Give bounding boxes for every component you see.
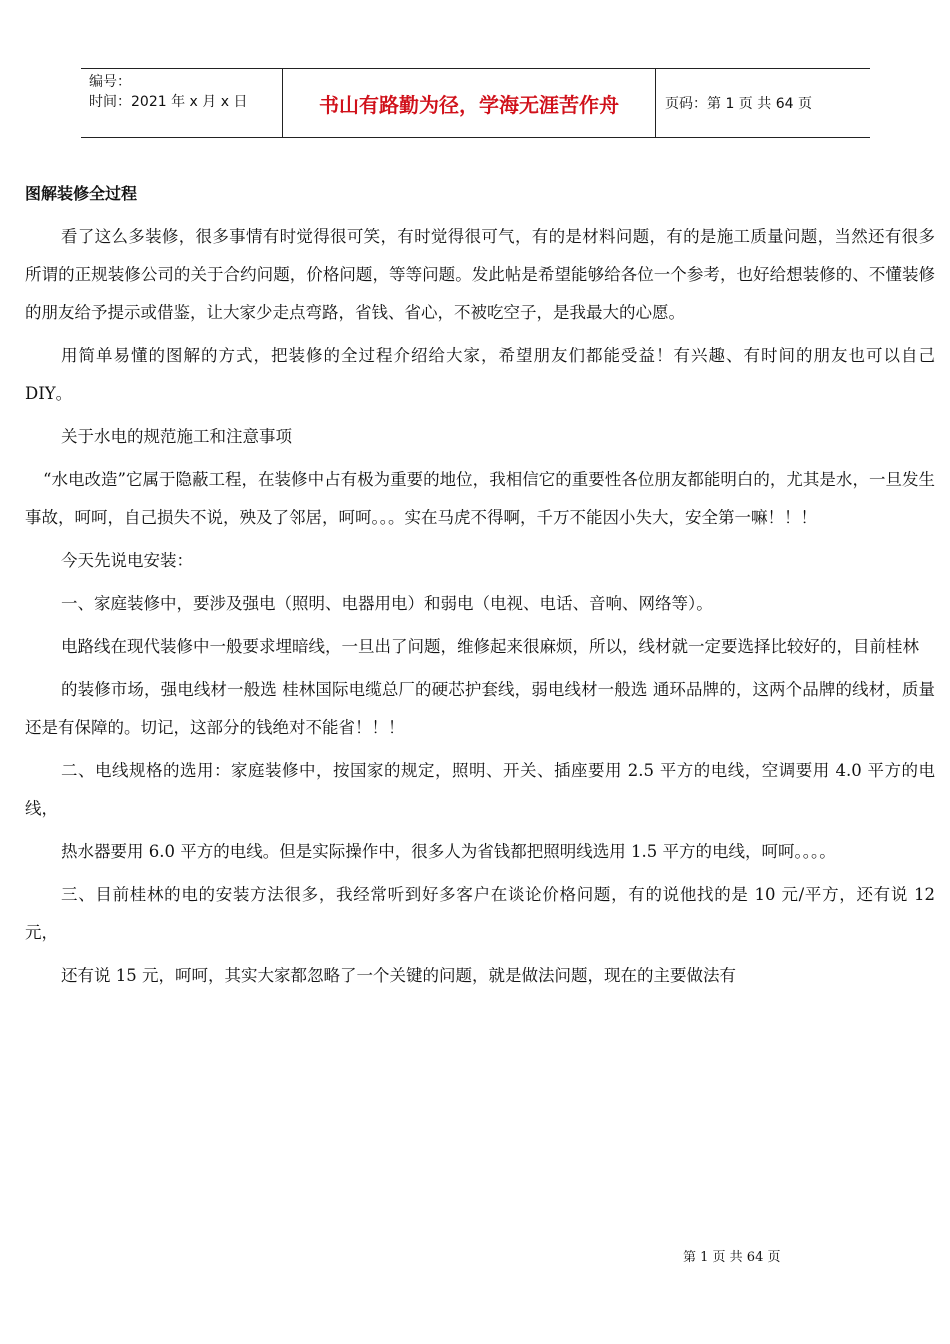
paragraph: 二、电线规格的选用：家庭装修中，按国家的规定，照明、开关、插座要用 2.5 平方的电线，空调要用 4.0 平方的电线，	[25, 761, 935, 818]
paragraph: 用简单易懂的图解的方式，把装修的全过程介绍给大家，希望朋友们都能受益！有兴趣、有时间的朋友也可以自己 DIY。	[25, 346, 935, 403]
paragraph: 今天先说电安装：	[61, 551, 193, 570]
document-title: 图解装修全过程	[25, 184, 138, 203]
paragraph: 的装修市场，强电线材一般选 桂林国际电缆总厂的硬芯护套线，弱电线材一般选 通环品牌的，这两个品牌的线材，质量还是有保障的。切记，这部分的钱绝对不能省！！！	[25, 680, 935, 737]
number-label: 编号：	[89, 74, 131, 90]
document-body	[25, 176, 935, 1000]
header-page-info: 页码：第 1 页 共 64 页	[665, 96, 812, 112]
section-heading: 关于水电的规范施工和注意事项	[61, 427, 292, 446]
paragraph: 电路线在现代装修中一般要求埋暗线，一旦出了问题，维修起来很麻烦，所以，线材就一定要选择比较好的，目前桂林	[61, 637, 919, 656]
page-footer: 第 1 页 共 64 页	[683, 1250, 781, 1265]
header-meta-cell	[81, 69, 283, 137]
paragraph: 看了这么多装修，很多事情有时觉得很可笑，有时觉得很可气，有的是材料问题，有的是施工质量问题，当然还有很多所谓的正规装修公司的关于合约问题，价格问题，等等问题。发此帖是希望能够给各位一个参考，也好给想装修的、不懂装修的朋友给予提示或借鉴，让大家少走点弯路，省钱、省心，不被吃空子，是我最大的心愿。	[25, 227, 935, 322]
paragraph: 热水器要用 6.0 平方的电线。但是实际操作中，很多人为省钱都把照明线选用 1.5 平方的电线，呵呵。。。。	[61, 842, 836, 861]
date-label: 时间：2021 年 x 月 x 日	[89, 94, 248, 110]
paragraph: 还有说 15 元，呵呵，其实大家都忽略了一个关键的问题，就是做法问题，现在的主要做法有	[61, 966, 736, 985]
paragraph: “水电改造”它属于隐蔽工程，在装修中占有极为重要的地位，我相信它的重要性各位朋友都能明白的，尤其是水，一旦发生事故，呵呵，自己损失不说，殃及了邻居，呵呵。。。实在马虎不得啊，千万不能因小失大，安全第一嘛！！！	[25, 470, 935, 527]
paragraph: 三、目前桂林的电的安装方法很多，我经常听到好多客户在谈论价格问题，有的说他找的是 10 元/平方，还有说 12 元，	[25, 885, 935, 942]
paragraph: 一、家庭装修中，要涉及强电（照明、电器用电）和弱电（电视、电话、音响、网络等）。	[61, 594, 713, 613]
header-motto: 书山有路勤为径，学海无涯苦作舟	[283, 69, 656, 137]
header-table	[81, 68, 870, 138]
